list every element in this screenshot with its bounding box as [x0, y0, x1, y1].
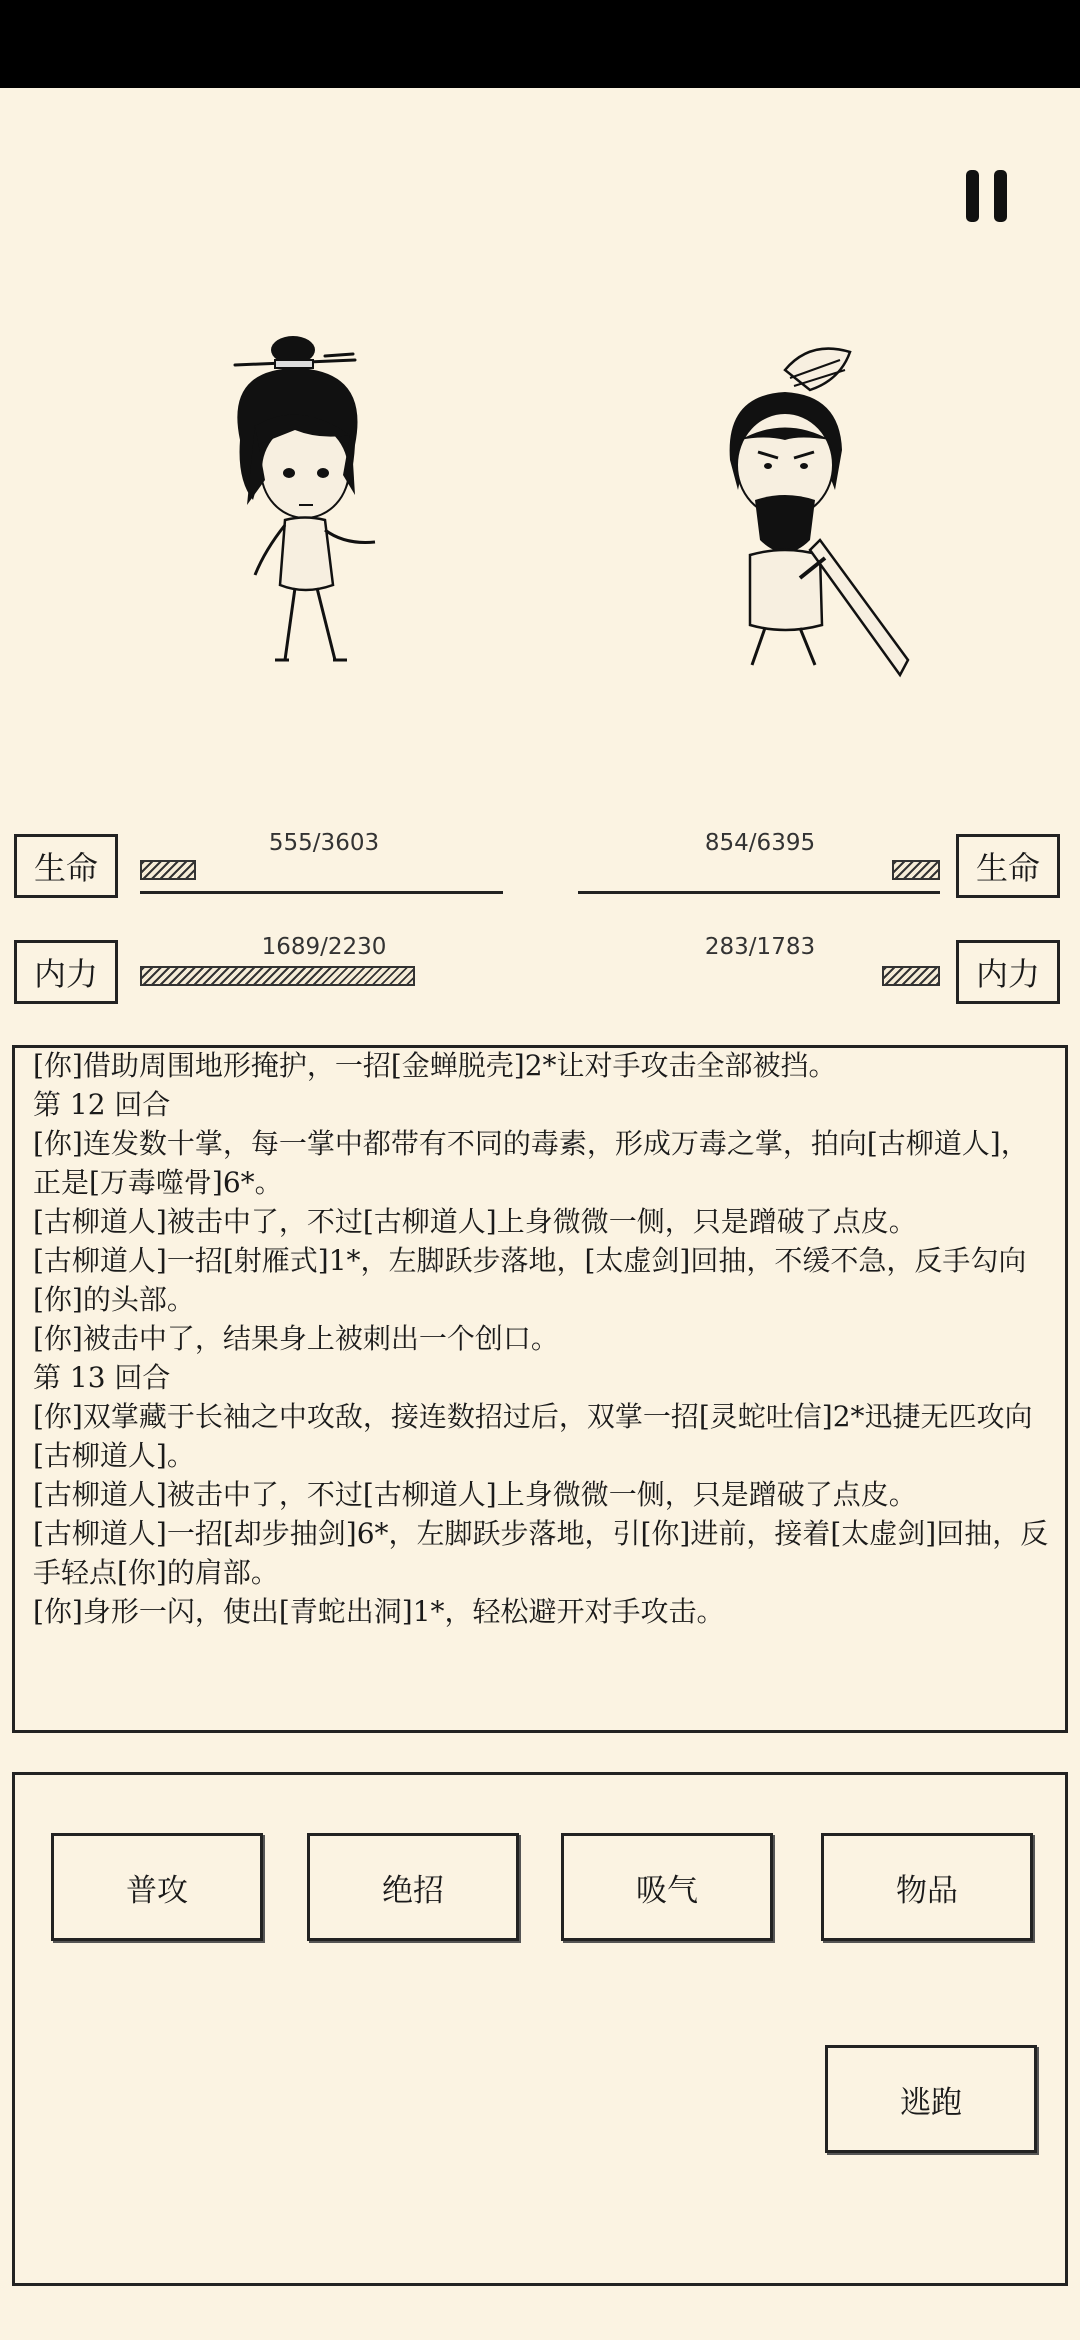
enemy-hp-bar: [892, 860, 940, 880]
log-round-header: 第 13 回合: [33, 1361, 171, 1394]
log-line: [你]借助周围地形掩护，一招[金蝉脱壳]2*让对手攻击全部被挡。: [33, 1049, 837, 1082]
pause-icon: [966, 170, 979, 222]
enemy-mp-label: 内力: [956, 940, 1060, 1004]
attack-button[interactable]: 普攻: [51, 1833, 263, 1941]
items-button[interactable]: 物品: [821, 1833, 1033, 1941]
log-line: [古柳道人]被击中了，不过[古柳道人]上身微微一侧，只是蹭破了点皮。: [33, 1205, 917, 1238]
system-status-bar: [0, 0, 1080, 88]
player-character: [225, 330, 405, 685]
player-hp-value: 555/3603: [268, 830, 380, 856]
player-mp-label: 内力: [14, 940, 118, 1004]
flee-button[interactable]: 逃跑: [825, 2045, 1037, 2153]
ultimate-button[interactable]: 绝招: [307, 1833, 519, 1941]
player-mp-value: 1689/2230: [261, 934, 387, 960]
enemy-character: [690, 340, 930, 690]
log-line: [你]双掌藏于长袖之中攻敌，接连数招过后，双掌一招[灵蛇吐信]2*迅捷无匹攻向[古柳道人]。: [33, 1400, 1033, 1472]
breathe-button[interactable]: 吸气: [561, 1833, 773, 1941]
log-line: [你]身形一闪，使出[青蛇出洞]1*，轻松避开对手攻击。: [33, 1595, 725, 1628]
enemy-hp-track: [578, 891, 940, 894]
log-round-header: 第 12 回合: [33, 1088, 171, 1121]
player-mp-bar: [140, 966, 415, 986]
player-hp-bar: [140, 860, 196, 880]
enemy-mp-value: 283/1783: [704, 934, 816, 960]
log-line: [古柳道人]一招[射雁式]1*，左脚跃步落地，[太虚剑]回抽，不缓不急，反手勾向[你]的头部。: [33, 1244, 1027, 1316]
log-line: [你]连发数十掌，每一掌中都带有不同的毒素，形成万毒之掌，拍向[古柳道人]，正是[万毒噬骨]6*。: [33, 1127, 1029, 1199]
battle-log[interactable]: [12, 1045, 1068, 1733]
log-line: [古柳道人]被击中了，不过[古柳道人]上身微微一侧，只是蹭破了点皮。: [33, 1478, 917, 1511]
enemy-hp-value: 854/6395: [704, 830, 816, 856]
player-hp-label: 生命: [14, 834, 118, 898]
log-line: [你]被击中了，结果身上被刺出一个创口。: [33, 1322, 559, 1355]
enemy-mp-bar: [882, 966, 940, 986]
enemy-hp-label: 生命: [956, 834, 1060, 898]
player-hp-track: [140, 891, 503, 894]
action-panel: [12, 1772, 1068, 2286]
log-line: [古柳道人]一招[却步抽剑]6*，左脚跃步落地，引[你]进前，接着[太虚剑]回抽，反手轻点[你]的肩部。: [33, 1517, 1049, 1589]
pause-button[interactable]: [966, 170, 1010, 222]
